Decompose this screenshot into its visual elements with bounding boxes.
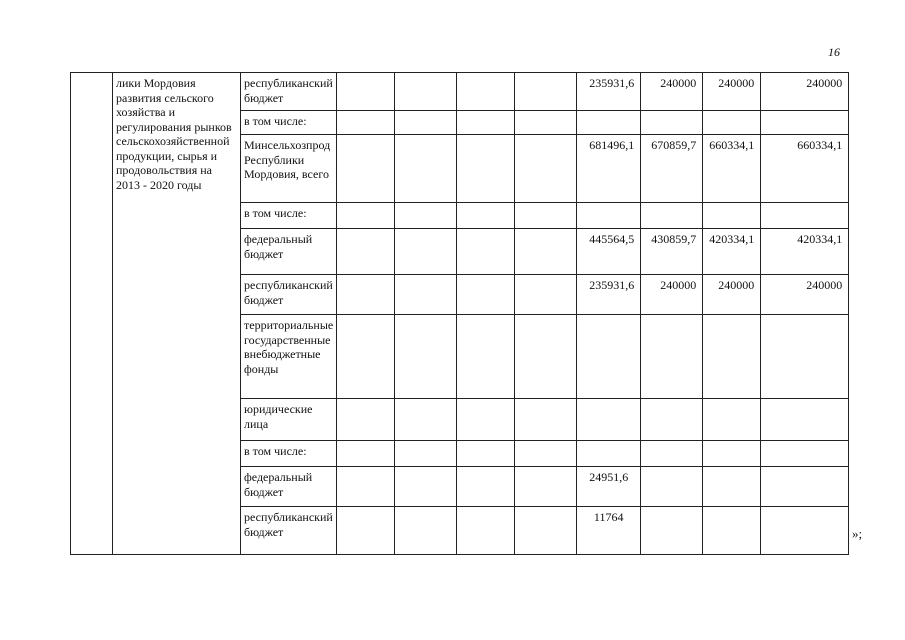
funding-source-cell: федеральный бюджет — [241, 467, 337, 507]
amount-cell — [703, 315, 761, 399]
amount-cell: 420334,1 — [703, 229, 761, 275]
amount-cell — [703, 441, 761, 467]
empty-cell — [457, 399, 515, 441]
amount-cell: 445564,5 — [577, 229, 641, 275]
amount-cell: 240000 — [703, 275, 761, 315]
empty-cell — [457, 73, 515, 111]
amount-cell — [577, 441, 641, 467]
empty-cell — [515, 203, 577, 229]
funding-source-cell: в том числе: — [241, 441, 337, 467]
empty-cell — [395, 315, 457, 399]
amount-cell: 240000 — [761, 275, 849, 315]
amount-cell — [761, 467, 849, 507]
empty-cell — [515, 111, 577, 135]
funding-source-cell: Минсельхозпрод Республики Мордовия, всего — [241, 135, 337, 203]
funding-source-cell: республиканский бюджет — [241, 507, 337, 555]
funding-source-cell: юридические лица — [241, 399, 337, 441]
amount-cell: 235931,6 — [577, 275, 641, 315]
empty-cell — [337, 229, 395, 275]
empty-cell — [337, 73, 395, 111]
empty-cell — [515, 315, 577, 399]
amount-cell — [703, 399, 761, 441]
funding-source-cell: республиканский бюджет — [241, 275, 337, 315]
empty-cell — [515, 399, 577, 441]
empty-cell — [337, 507, 395, 555]
amount-cell: 430859,7 — [641, 229, 703, 275]
amount-cell — [641, 467, 703, 507]
amount-cell: 670859,7 — [641, 135, 703, 203]
amount-cell — [703, 507, 761, 555]
empty-cell — [457, 135, 515, 203]
empty-cell — [457, 111, 515, 135]
empty-cell — [337, 399, 395, 441]
amount-cell — [577, 111, 641, 135]
empty-cell — [395, 467, 457, 507]
table-row — [71, 73, 849, 111]
empty-cell — [457, 441, 515, 467]
amount-cell — [703, 203, 761, 229]
amount-cell: 660334,1 — [703, 135, 761, 203]
funding-source-cell: в том числе: — [241, 203, 337, 229]
empty-cell — [337, 315, 395, 399]
amount-cell — [761, 507, 849, 555]
amount-cell: 24951,6 — [577, 467, 641, 507]
amount-cell — [577, 203, 641, 229]
empty-cell — [515, 135, 577, 203]
funding-source-cell: в том числе: — [241, 111, 337, 135]
amount-cell: 11764 — [577, 507, 641, 555]
amount-cell — [641, 203, 703, 229]
row-number-cell — [71, 73, 113, 555]
amount-cell — [577, 315, 641, 399]
empty-cell — [457, 315, 515, 399]
amount-cell: 235931,6 — [577, 73, 641, 111]
empty-cell — [395, 507, 457, 555]
empty-cell — [515, 275, 577, 315]
empty-cell — [457, 275, 515, 315]
amount-cell — [761, 203, 849, 229]
amount-cell — [703, 467, 761, 507]
empty-cell — [337, 111, 395, 135]
amount-cell — [761, 399, 849, 441]
empty-cell — [515, 507, 577, 555]
empty-cell — [337, 135, 395, 203]
program-name-cell: лики Мордовия развития сельского хозяйства и регулирования рынков сельскохозяйственной продукции, сырья и продовольствия на 2013 - 2020 годы — [113, 73, 241, 555]
amount-cell — [703, 111, 761, 135]
amount-cell — [761, 315, 849, 399]
budget-table — [70, 72, 849, 555]
empty-cell — [395, 275, 457, 315]
empty-cell — [515, 441, 577, 467]
amount-cell — [641, 441, 703, 467]
page-number: 16 — [828, 45, 840, 59]
amount-cell — [761, 441, 849, 467]
empty-cell — [395, 135, 457, 203]
amount-cell — [641, 399, 703, 441]
empty-cell — [515, 229, 577, 275]
amount-cell — [641, 111, 703, 135]
amount-cell — [641, 315, 703, 399]
empty-cell — [457, 507, 515, 555]
amount-cell — [641, 507, 703, 555]
amount-cell: 240000 — [703, 73, 761, 111]
closing-quote: »; — [852, 526, 863, 541]
funding-source-cell: республиканский бюджет — [241, 73, 337, 111]
amount-cell — [761, 111, 849, 135]
amount-cell — [577, 399, 641, 441]
empty-cell — [515, 73, 577, 111]
empty-cell — [395, 399, 457, 441]
empty-cell — [337, 275, 395, 315]
funding-source-cell: территориальные государственные внебюджетные фонды — [241, 315, 337, 399]
empty-cell — [457, 203, 515, 229]
amount-cell: 660334,1 — [761, 135, 849, 203]
empty-cell — [395, 203, 457, 229]
empty-cell — [395, 441, 457, 467]
empty-cell — [395, 229, 457, 275]
empty-cell — [337, 203, 395, 229]
empty-cell — [395, 111, 457, 135]
amount-cell: 240000 — [761, 73, 849, 111]
empty-cell — [337, 467, 395, 507]
amount-cell: 240000 — [641, 73, 703, 111]
amount-cell: 420334,1 — [761, 229, 849, 275]
empty-cell — [457, 467, 515, 507]
empty-cell — [337, 441, 395, 467]
empty-cell — [457, 229, 515, 275]
empty-cell — [515, 467, 577, 507]
amount-cell: 681496,1 — [577, 135, 641, 203]
empty-cell — [395, 73, 457, 111]
funding-source-cell: федеральный бюджет — [241, 229, 337, 275]
amount-cell: 240000 — [641, 275, 703, 315]
